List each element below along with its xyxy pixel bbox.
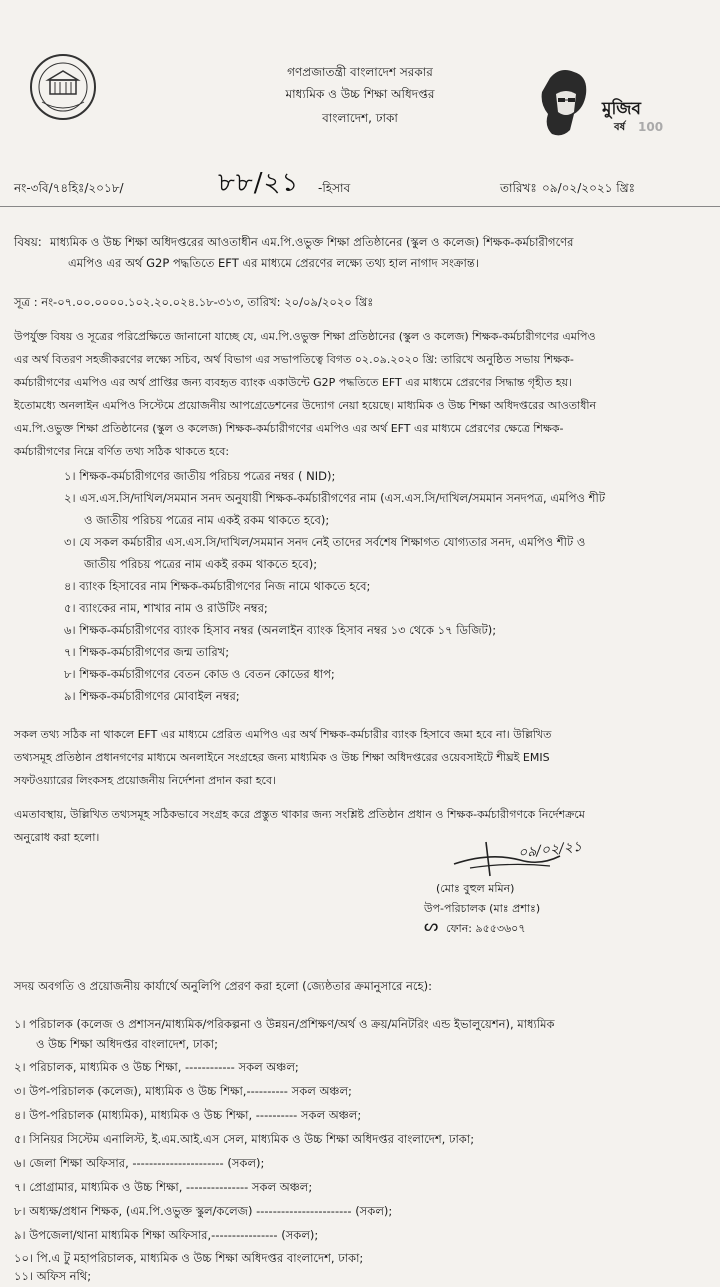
copy-item: ১০। পি.এ টু মহাপরিচালক, মাধ্যমিক ও উচ্চ শিক্ষা অধিদপ্তর বাংলাদেশ, ঢাকা; bbox=[14, 1251, 364, 1265]
copy-item: ৩। উপ-পরিচালক (কলেজ), মাধ্যমিক ও উচ্চ শিক্ষা,---------- সকল অঞ্চল; bbox=[14, 1084, 352, 1098]
para2-line: তথ্যসমূহ প্রতিষ্ঠান প্রধানগণের মাধ্যমে অনলাইনে সংগ্রহের জন্য মাধ্যমিক ও উচ্চ শিক্ষা অধিদপ্তরের ওয়েবসাইটে শীঘ্রই EMIS bbox=[14, 751, 550, 764]
mujib-borsho-logo bbox=[530, 64, 672, 146]
subject-line-2: এমপিও এর অর্থ G2P পদ্ধতিতে EFT এর মাধ্যমে প্রেরণের লক্ষ্যে তথ্য হাল নাগাদ সংক্রান্ত। bbox=[68, 256, 479, 270]
header-location: বাংলাদেশ, ঢাকা bbox=[322, 111, 398, 125]
signatory-designation: উপ-পরিচালক (মাঃ প্রশাঃ) bbox=[424, 902, 541, 915]
para1-line: এম.পি.ওভুক্ত শিক্ষা প্রতিষ্ঠানের (স্কুল ও কলেজ) শিক্ষক-কর্মচারীগণের এমপিও এর অর্থ EFT এর মাধ্যমে প্রেরণের ক্ষেত্রে শিক্ষক- bbox=[14, 422, 564, 435]
memo-number-handwritten: ৮৮/২১ bbox=[218, 168, 300, 198]
memo-section: -হিসাব bbox=[318, 181, 351, 195]
mujib-sub: বর্ষ bbox=[614, 122, 626, 133]
copy-item: ৮। অধ্যক্ষ/প্রধান শিক্ষক, (এম.পি.ওভুক্ত স্কুল/কলেজ) ----------------------- (সকল); bbox=[14, 1204, 393, 1218]
para1-line: কর্মচারীগণের নিম্নে বর্ণিত তথ্য সঠিক থাকতে হবে: bbox=[14, 445, 230, 458]
para2-line: সফটওয়্যারের লিংকসহ প্রয়োজনীয় নির্দেশনা প্রদান করা হবে। bbox=[14, 774, 277, 787]
list-item: ৮। শিক্ষক-কর্মচারীগণের বেতন কোড ও বেতন কোডের ধাপ; bbox=[64, 667, 335, 681]
list-item: ২। এস.এস.সি/দাখিল/সমমান সনদ অনুযায়ী শিক্ষক-কর্মচারীগণের নাম (এস.এস.সি/দাখিল/সমমান সনদপত্র, এমপিও শীট bbox=[64, 491, 605, 505]
list-item: ৪। ব্যাংক হিসাবের নাম শিক্ষক-কর্মচারীগণের নিজ নামে থাকতে হবে; bbox=[64, 579, 371, 593]
list-item: ৩। যে সকল কর্মচারীর এস.এস.সি/দাখিল/সমমান সনদ নেই তাদের সর্বশেষ শিক্ষাগত যোগ্যতার সনদ, এমপিও শীট ও bbox=[64, 535, 586, 549]
copy-item: ২। পরিচালক, মাধ্যমিক ও উচ্চ শিক্ষা, ------------ সকল অঞ্চল; bbox=[14, 1060, 299, 1074]
signatory-name: (মোঃ বুহুল মমিন) bbox=[436, 882, 515, 895]
list-item-cont: জাতীয় পরিচয় পত্রের নাম একই রকম থাকতে হবে); bbox=[84, 557, 318, 571]
signature-initial: ᔕ bbox=[424, 916, 439, 935]
header-govt: গণপ্রজাতন্ত্রী বাংলাদেশ সরকার bbox=[287, 65, 433, 79]
copy-intro: সদয় অবগতি ও প্রয়োজনীয় কার্যার্থে অনুলিপি প্রেরণ করা হলো (জ্যেষ্ঠতার ক্রমানুসারে নহে): bbox=[14, 979, 432, 993]
list-item: ১। শিক্ষক-কর্মচারীগণের জাতীয় পরিচয় পত্রের নম্বর ( NID); bbox=[64, 469, 336, 483]
copy-item: ৯। উপজেলা/থানা মাধ্যমিক শিক্ষা অফিসার,---------------- (সকল); bbox=[14, 1228, 319, 1242]
para1-line: এর অর্থ বিতরণ সহজীকরণের লক্ষ্যে সচিব, অর্থ বিভাগ এর সভাপতিত্বে বিগত ০২.০৯.২০২০ খ্রি: তারিখে অনুষ্ঠিত সভায় শিক্ষক- bbox=[14, 353, 574, 366]
list-item-cont: ও জাতীয় পরিচয় পত্রের নাম একই রকম থাকতে হবে); bbox=[84, 513, 330, 527]
copy-item: ১। পরিচালক (কলেজ ও প্রশাসন/মাধ্যমিক/পরিকল্পনা ও উন্নয়ন/প্রশিক্ষণ/অর্থ ও ক্রয়/মনিটরিং এন্ড ইভালুয়েশন), মাধ্যমিক bbox=[14, 1017, 555, 1031]
list-item: ৫। ব্যাংকের নাম, শাখার নাম ও রাউটিং নম্বর; bbox=[64, 601, 268, 615]
signature-date: ০৯/০২/২১ bbox=[517, 838, 583, 862]
signatory-phone: ফোন: ৯৫৫৩৬০৭ bbox=[446, 922, 526, 935]
para1-line: ইতোমধ্যে অনলাইন এমপিও সিস্টেমে প্রয়োজনীয় আপগ্রেডেশনের উদ্যোগ নেয়া হয়েছে। মাধ্যমিক ও উচ্চ শিক্ষা অধিদপ্তরের আওতাধীন bbox=[14, 399, 597, 412]
para1-line: কর্মচারীগণের এমপিও এর অর্থ প্রাপ্তির জন্য ব্যবহৃত ব্যাংক একাউন্টে G2P পদ্ধতিতে EFT এর মাধ্যমে প্রেরণের সিদ্ধান্ত গৃহীত হয়। bbox=[14, 376, 572, 389]
header-directorate: মাধ্যমিক ও উচ্চ শিক্ষা অধিদপ্তর bbox=[285, 87, 435, 101]
copy-item: ৬। জেলা শিক্ষা অফিসার, ---------------------- (সকল); bbox=[14, 1156, 265, 1170]
para2-line: সকল তথ্য সঠিক না থাকলে EFT এর মাধ্যমে প্রেরিত এমপিও এর অর্থ শিক্ষক-কর্মচারীর ব্যাংক হিসাবে জমা হবে না। উল্লিখিত bbox=[14, 728, 552, 741]
para3-line: এমতাবস্থায়, উল্লিখিত তথ্যসমূহ সঠিকভাবে সংগ্রহ করে প্রস্তুত থাকার জন্য সংশ্লিষ্ট প্রতিষ্ঠান প্রধান ও শিক্ষক-কর্মচারীগণকে নির্দেশক্রমে bbox=[14, 808, 585, 821]
list-item: ৭। শিক্ষক-কর্মচারীগণের জন্ম তারিখ; bbox=[64, 645, 230, 659]
para3-line: অনুরোধ করা হলো। bbox=[14, 831, 100, 844]
subject-label: বিষয়: bbox=[14, 235, 42, 249]
subject-line-1: মাধ্যমিক ও উচ্চ শিক্ষা অধিদপ্তরের আওতাধীন এম.পি.ওভুক্ত শিক্ষা প্রতিষ্ঠানের (স্কুল ও কলেজ) শিক্ষক-কর্মচারীগণের bbox=[50, 235, 574, 249]
divider bbox=[0, 206, 720, 207]
copy-item: ৪। উপ-পরিচালক (মাধ্যমিক), মাধ্যমিক ও উচ্চ শিক্ষা, ---------- সকল অঞ্চল; bbox=[14, 1108, 362, 1122]
mujib-100: 100 bbox=[638, 120, 664, 134]
list-item: ৯। শিক্ষক-কর্মচারীগণের মোবাইল নম্বর; bbox=[64, 689, 240, 703]
mujib-text: মুজিব bbox=[602, 99, 641, 119]
list-item: ৬। শিক্ষক-কর্মচারীগণের ব্যাংক হিসাব নম্বর (অনলাইন ব্যাংক হিসাব নম্বর ১৩ থেকে ১৭ ডিজিট); bbox=[64, 623, 497, 637]
copy-item: ৫। সিনিয়র সিস্টেম এনালিস্ট, ই.এম.আই.এস সেল, মাধ্যমিক ও উচ্চ শিক্ষা অধিদপ্তর বাংলাদেশ, ঢাকা; bbox=[14, 1132, 475, 1146]
para1-line: উপর্যুক্ত বিষয় ও সূত্রের পরিপ্রেক্ষিতে জানানো যাচ্ছে যে, এম.পি.ওভুক্ত শিক্ষা প্রতিষ্ঠানের (স্কুল ও কলেজ) শিক্ষক-কর্মচারীগণের এমপিও bbox=[14, 330, 596, 343]
copy-item-cont: ও উচ্চ শিক্ষা অধিদপ্তর বাংলাদেশ, ঢাকা; bbox=[36, 1037, 218, 1051]
memo-number: নং-৩বি/৭৪হিঃ/২০১৮/ bbox=[14, 181, 124, 195]
copy-item: ৭। প্রোগ্রামার, মাধ্যমিক ও উচ্চ শিক্ষা, --------------- সকল অঞ্চল; bbox=[14, 1180, 313, 1194]
copy-item: ১১। অফিস নথি; bbox=[14, 1269, 92, 1283]
memo-date-value: ০৯/০২/২০২১ খ্রিঃ bbox=[542, 181, 636, 195]
memo-date-label: তারিখঃ bbox=[500, 181, 537, 195]
reference: সূত্র : নং-০৭.০০.০০০০.১০২.২০.০২৪.১৮-৩১৩, তারিখ: ২০/০৯/২০২০ খ্রিঃ bbox=[14, 295, 374, 309]
